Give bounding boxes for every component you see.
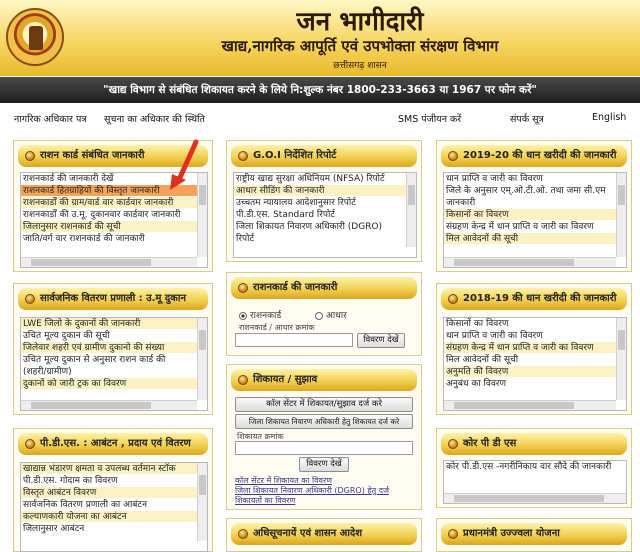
panel-title: राशनकार्ड की जानकारी xyxy=(253,282,338,293)
radio-button[interactable] xyxy=(315,312,323,320)
complaint-view-details-button[interactable]: विवरण देखें xyxy=(299,457,349,472)
panel-paddy-2019 xyxy=(436,140,632,272)
list-item[interactable]: राशनकार्डों की उ.मू. दुकानवार कार्डवार जानकारी xyxy=(21,209,207,221)
panel-title: G.O.I निर्देशित रिपोर्ट xyxy=(253,150,337,161)
list-item[interactable]: धान प्राप्ति व जारी का विवरण xyxy=(444,330,626,342)
bullet-icon xyxy=(448,439,458,449)
goi-listbox[interactable] xyxy=(233,172,417,258)
site-header xyxy=(0,0,640,76)
list-item[interactable]: खाद्यान्न भंडारण क्षमता व उपलब्ध वर्तमान स्टॉक xyxy=(21,463,207,475)
site-title: जन भागीदारी xyxy=(296,7,424,37)
horizontal-scrollbar[interactable] xyxy=(444,257,616,267)
paddy-2018-listbox[interactable] xyxy=(443,317,627,411)
list-item[interactable]: संग्रहण केन्द्र में धान प्राप्ति व जारी का विवरण xyxy=(444,221,626,233)
helpline-banner: "खाद्य विभाग से संबंधित शिकायत करने के लिये नि:शुल्क नंबर 1800-233-3663 या 1967 पर फोन करें" xyxy=(0,77,640,103)
panel-complaint xyxy=(226,364,422,510)
vertical-scrollbar[interactable] xyxy=(616,318,626,400)
bullet-icon xyxy=(25,439,35,449)
panel-pds-allocation xyxy=(13,428,213,552)
nav-rti-status[interactable]: सूचना का अधिकार की स्थिति xyxy=(104,114,205,125)
pds-alloc-listbox[interactable] xyxy=(20,462,208,552)
list-item[interactable]: कोर पी.डी.एस -नगरीनिकाय वार सौदे की जानकारी xyxy=(444,461,626,473)
list-item[interactable]: किसानों का विवरण xyxy=(444,318,626,330)
list-item[interactable]: संग्रहण केन्द्र में धान प्राप्ति व जारी का विवरण xyxy=(444,342,626,354)
complaint-details-link[interactable]: शिकायतों का विवरण xyxy=(235,496,296,505)
panel-title: 2018-19 की धान खरीदी की जानकारी xyxy=(463,293,617,304)
radio-button[interactable] xyxy=(239,312,247,320)
panel-notices-header[interactable] xyxy=(231,523,417,545)
list-item[interactable]: अनुबंध का विवरण xyxy=(444,378,626,390)
list-item[interactable]: उचित मूल्य दुकान की सूची xyxy=(21,330,207,342)
list-item[interactable]: जाति/वर्ग वार राशनकार्ड की जानकारी xyxy=(21,233,207,245)
list-item[interactable]: (शहरी/ग्रामीण) xyxy=(21,366,207,378)
list-item[interactable]: धान प्राप्ति व जारी का विवरण xyxy=(444,173,626,185)
bullet-icon xyxy=(448,294,458,304)
vertical-scrollbar[interactable] xyxy=(406,173,416,247)
panel-goi-reports xyxy=(226,140,422,262)
list-item-selected[interactable]: राशनकार्ड हितग्राहियों की विस्तृत जानकारी xyxy=(21,185,207,197)
panel-paddy-2018-header xyxy=(441,288,627,310)
radio-aadhaar[interactable] xyxy=(315,308,347,321)
bullet-icon xyxy=(238,529,248,539)
dgro-complaint-link[interactable]: जिला शिकायत निवारण अधिकारी (DGRO) हेतु दर्ज xyxy=(235,486,389,495)
callcenter-complaint-link[interactable]: कॉल सेंटर में शिकायत का विवरण xyxy=(235,476,333,485)
panel-paddy-2019-header xyxy=(441,145,627,167)
rc-view-details-button[interactable]: विवरण देखें xyxy=(357,333,405,348)
panel-paddy-2018 xyxy=(436,283,632,415)
vertical-scrollbar[interactable] xyxy=(616,173,626,257)
list-item[interactable]: जानकारी xyxy=(444,197,626,209)
list-item[interactable]: मिल आवेदनों की सूची xyxy=(444,233,626,245)
panel-core-pds-header xyxy=(441,433,627,455)
panel-title: प्रधानमंत्री उज्ज्वला योजना xyxy=(463,528,560,539)
panel-rc-info xyxy=(226,272,422,356)
panel-rc-info-header xyxy=(231,277,417,299)
callcenter-complaint-button[interactable]: कॉल सेंटर में शिकायत/सुझाव दर्ज करे xyxy=(235,397,413,412)
list-item[interactable]: विस्तृत आबंटन विवरण xyxy=(21,487,207,499)
list-item[interactable]: अनुमति की विवरण xyxy=(444,366,626,378)
nav-english[interactable]: English xyxy=(592,112,627,123)
core-pds-listbox[interactable] xyxy=(443,460,627,504)
panel-pds-shops xyxy=(13,283,213,415)
nav-contact[interactable]: संपर्क सूत्र xyxy=(510,114,544,125)
list-item[interactable]: उचित मूल्य दुकान से अनुसार राशन कार्ड की xyxy=(21,354,207,366)
radio-label: राशनकार्ड xyxy=(250,311,282,321)
bullet-icon xyxy=(25,151,35,161)
annotation-arrow-icon xyxy=(168,138,202,194)
panel-title: सार्वजनिक वितरण प्रणाली : उ.मू दुकान xyxy=(40,293,186,304)
panel-goi-header xyxy=(231,145,417,167)
district-complaint-button[interactable]: जिला शिकायत निवारण अधिकारी हेतु शिकायत दर्ज करे xyxy=(235,414,413,429)
complaint-number-label: शिकायत क्रमांक xyxy=(237,432,284,441)
panel-title: 2019-20 की धान खरीदी की जानकारी xyxy=(463,150,617,161)
radio-label: आधार xyxy=(326,311,347,321)
state-name: छत्तीसगढ़ शासन xyxy=(333,61,387,71)
list-item[interactable]: मिल आवेदनों की सूची xyxy=(444,354,626,366)
list-item[interactable]: जिलानुसार आबंटन xyxy=(21,523,207,535)
bullet-icon xyxy=(448,529,458,539)
paddy-2019-listbox[interactable] xyxy=(443,172,627,268)
list-item[interactable]: आधार सीडिंग की जानकारी xyxy=(234,185,416,197)
list-item[interactable]: सार्वजनिक वितरण प्रणाली का आबंटन xyxy=(21,499,207,511)
list-item[interactable]: राशनकार्ड की जानकारी देखें xyxy=(21,173,207,185)
list-item[interactable]: LWE जिलो के दुकानों की जानकारी xyxy=(21,318,207,330)
bullet-icon xyxy=(448,151,458,161)
horizontal-scrollbar[interactable] xyxy=(444,493,626,503)
list-item[interactable]: पी.डी.एस. गोदाम का विवरण xyxy=(21,475,207,487)
bullet-icon xyxy=(238,375,248,385)
list-item[interactable]: जिलानुसार राशनकार्ड की सूची xyxy=(21,221,207,233)
pds-listbox[interactable] xyxy=(20,317,208,411)
list-item[interactable]: जिलेवार शहरी एवं ग्रामीण दुकानो की संख्या xyxy=(21,342,207,354)
list-item[interactable]: रिपोर्ट xyxy=(234,233,416,245)
bullet-icon xyxy=(25,294,35,304)
panel-title: अधिसूचनायें एवं शासन आदेश xyxy=(253,528,362,539)
list-item[interactable]: दुकानों को जारी ट्रक का विवरण xyxy=(21,378,207,390)
rc-number-label: राशनकार्ड / आधार क्रमांक xyxy=(239,323,315,332)
panel-title: शिकायत / सुझाव xyxy=(253,374,318,385)
panel-title: राशन कार्ड संबंधित जानकारी xyxy=(40,150,145,161)
list-item[interactable]: राष्ट्रीय खाद्य सुरक्षा अधिनियम (NFSA) रिपोर्ट xyxy=(234,173,416,185)
panel-pds-header xyxy=(18,288,208,310)
list-item[interactable]: उच्चतम न्यायालय आदेशानुसार रिपोर्ट xyxy=(234,197,416,209)
list-item[interactable]: कल्याणकारी योजना का आबंटन xyxy=(21,511,207,523)
horizontal-scrollbar[interactable] xyxy=(21,400,197,410)
rc-number-input[interactable] xyxy=(235,333,353,347)
vertical-scrollbar[interactable] xyxy=(197,318,207,400)
top-nav xyxy=(0,106,640,130)
bullet-icon xyxy=(238,151,248,161)
list-item[interactable]: किसानों का विवरण xyxy=(444,209,626,221)
vertical-scrollbar[interactable] xyxy=(197,463,207,541)
list-item[interactable]: जिला शिकायत निवारण अधिकारी (DGRO) xyxy=(234,221,416,233)
bullet-icon xyxy=(238,283,248,293)
nav-citizen-charter[interactable]: नागरिक अधिकार पत्र xyxy=(14,114,87,125)
panel-pds-alloc-header xyxy=(18,433,208,455)
horizontal-scrollbar[interactable] xyxy=(444,400,616,410)
list-item[interactable]: जिले के अनुसार एम्.ओ.टी.ओ. तथा जमा सी.एम xyxy=(444,185,626,197)
panel-core-pds xyxy=(436,428,632,508)
department-name: खाद्य,नागरिक आपूर्ति एवं उपभोक्ता संरक्षण विभाग xyxy=(221,37,499,55)
complaint-number-input[interactable] xyxy=(235,441,413,455)
panel-title: पी.डी.एस. : आबंटन , प्रदाय एवं वितरण xyxy=(40,438,191,449)
list-item[interactable]: पी.डी.एस. Standard रिपोर्ट xyxy=(234,209,416,221)
panel-pm-ujjwala xyxy=(436,518,632,552)
panel-pm-ujjwala-header[interactable] xyxy=(441,523,627,545)
panel-notices xyxy=(226,518,422,552)
radio-ration-card[interactable] xyxy=(239,308,281,321)
horizontal-scrollbar[interactable] xyxy=(21,257,197,267)
list-item[interactable]: राशनकार्डों की ग्राम/वार्ड वार कार्डवार जानकारी xyxy=(21,197,207,209)
nav-sms-registration[interactable]: SMS पंजीयन करें xyxy=(398,114,462,125)
panel-title: कोर पी डी एस xyxy=(463,438,517,449)
panel-complaint-header xyxy=(231,369,417,391)
